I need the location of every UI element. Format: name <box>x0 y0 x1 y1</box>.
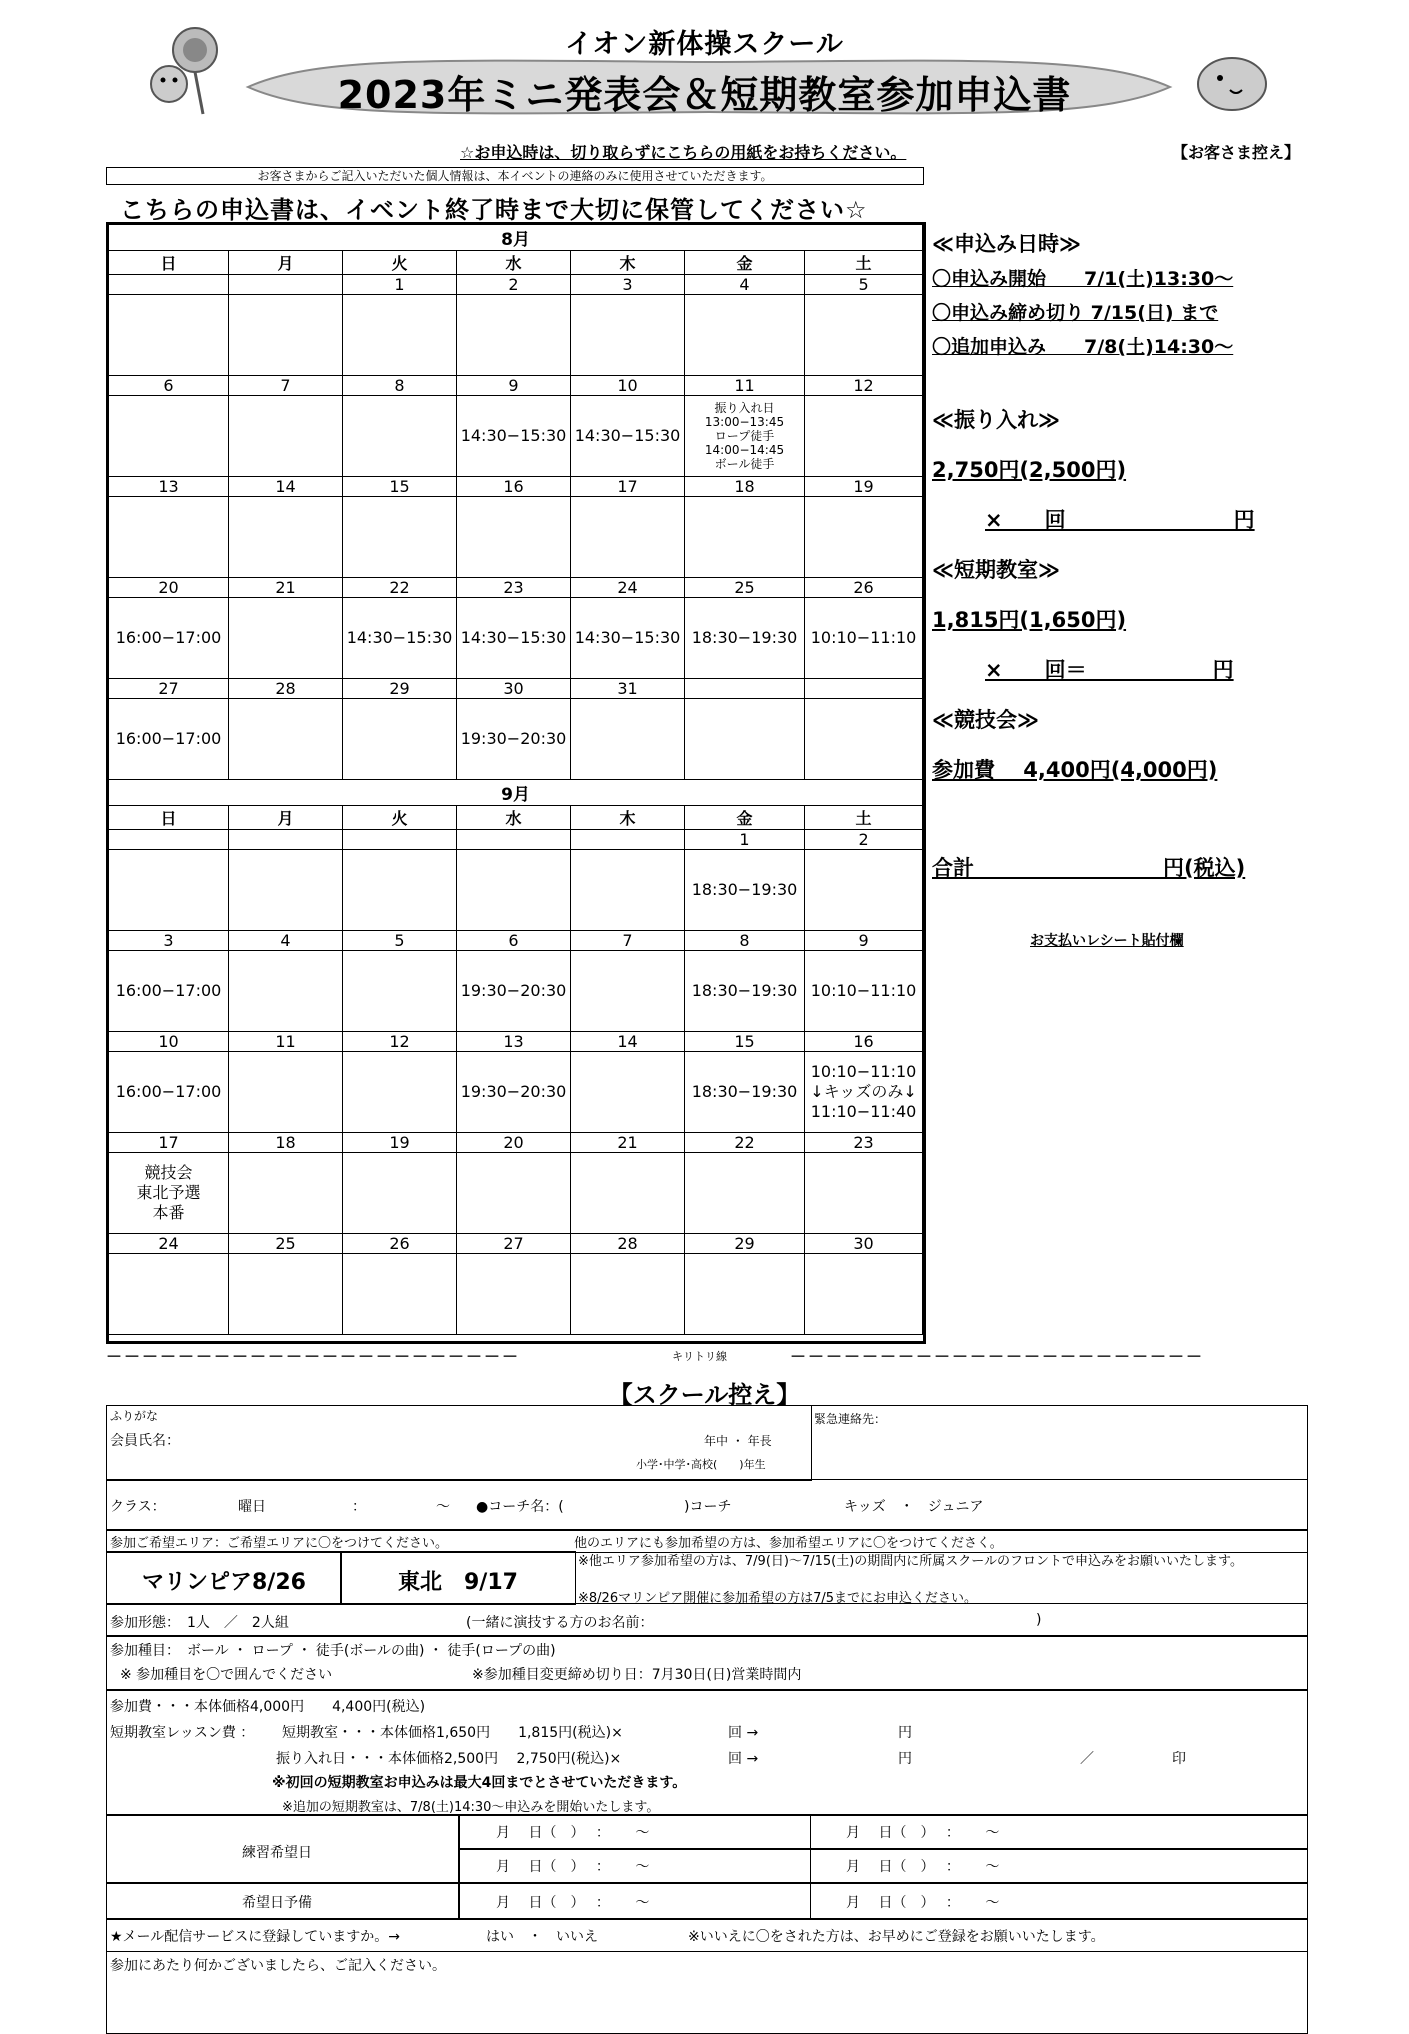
day-cell: 16:00−17:00 <box>109 699 229 780</box>
day-number: 1 <box>343 275 457 295</box>
event-note-circle: ※ 参加種目を〇で囲んでください <box>120 1667 333 1683</box>
grade-preschool: 年中 ・ 年長 <box>704 1434 772 1448</box>
practice-date-1a: 月 日（ ） ： 〜 <box>496 1825 650 1841</box>
remarks-label: 参加にあたり何かございましたら、ご記入ください。 <box>110 1958 446 1974</box>
september-weekday-row <box>109 806 923 830</box>
mail-note: ※いいえに〇をされた方は、お早めにご登録をお願いいたします。 <box>688 1929 1105 1945</box>
day-cell <box>109 1254 229 1335</box>
furiire-fee-line: 振り入れ日・・・本体価格2,500円 2,750円(税込)× <box>276 1751 622 1767</box>
day-cell <box>229 1254 343 1335</box>
sunflower-mascot-icon <box>135 22 230 117</box>
day-number: 26 <box>805 578 923 598</box>
stamp-label: 印 <box>1172 1751 1186 1767</box>
tanki-price: 1,815円(1,650円) <box>932 608 1127 632</box>
day-number: 24 <box>571 578 685 598</box>
august-event-row <box>109 598 923 679</box>
day-number: 18 <box>685 477 805 497</box>
day-number: 8 <box>343 376 457 396</box>
additional-lesson-note: ※追加の短期教室は、7/8(土)14:30〜申込みを開始いたします。 <box>282 1800 660 1815</box>
day-cell <box>571 497 685 578</box>
day-cell <box>457 1153 571 1234</box>
august-month-label: 8月 <box>109 225 923 251</box>
day-number <box>229 830 343 850</box>
privacy-notice: お客さまからご記入いただいた個人情報は、本イベントの連絡のみに使用させていただきます。 <box>106 167 924 185</box>
day-number: 10 <box>109 1032 229 1052</box>
day-number: 13 <box>457 1032 571 1052</box>
september-event-row <box>109 1254 923 1335</box>
august-weekday-row <box>109 251 923 275</box>
day-cell <box>805 497 923 578</box>
weekday-header: 水 <box>457 806 571 830</box>
furiire-times: 回 → <box>728 1751 759 1767</box>
practice-date-2b: 月 日（ ） ： 〜 <box>846 1859 1000 1875</box>
september-day-number-row <box>109 931 923 951</box>
bring-notice: ☆お申込時は、切り取らずにこちらの用紙をお持ちください。 <box>460 143 907 162</box>
participation-form-label: 参加形態： 1人 ／ 2人組 <box>110 1615 289 1631</box>
partner-name-label: (一緒に演技する方のお名前： <box>466 1615 654 1631</box>
day-cell: 14:30−15:30 <box>571 598 685 679</box>
weekday-header: 月 <box>229 251 343 275</box>
day-number: 7 <box>229 376 343 396</box>
area-label: 参加ご希望エリア：ご希望エリアに〇をつけてください。 <box>110 1536 449 1551</box>
day-number: 11 <box>229 1032 343 1052</box>
coach-label: ●コーチ名：( <box>476 1499 564 1515</box>
august-day-number-row <box>109 376 923 396</box>
day-cell <box>229 598 343 679</box>
practice-date-1b: 月 日（ ） ： 〜 <box>846 1825 1000 1841</box>
mail-question: ★メール配信サービスに登録していますか。→ <box>110 1929 401 1945</box>
day-cell: 18:30−19:30 <box>685 850 805 931</box>
day-cell: 10:10−11:10 <box>805 951 923 1032</box>
coach-label-end: )コーチ <box>684 1499 732 1515</box>
september-day-number-row <box>109 1032 923 1052</box>
tanki-calc: × 回＝ 円 <box>985 658 1234 682</box>
event-label: 参加種目： ボール ・ ロープ ・ 徒手(ボールの曲) ・ 徒手(ロープの曲) <box>110 1643 556 1659</box>
august-event-row <box>109 295 923 376</box>
day-cell <box>457 295 571 376</box>
furiire-price: 2,750円(2,500円) <box>932 458 1127 482</box>
september-event-row <box>109 951 923 1032</box>
day-number: 29 <box>685 1234 805 1254</box>
weekday-header: 土 <box>805 806 923 830</box>
day-cell: 16:00−17:00 <box>109 1052 229 1133</box>
day-number: 31 <box>571 679 685 699</box>
practice-date-2a: 月 日（ ） ： 〜 <box>496 1859 650 1875</box>
september-day-number-row <box>109 1234 923 1254</box>
day-cell <box>457 1254 571 1335</box>
kyogi-fee: 参加費 4,400円(4,000円) <box>932 758 1218 782</box>
total-line: 合計 円(税込) <box>932 856 1246 880</box>
fish-mascot-icon <box>1190 48 1270 118</box>
stamp-slash: ／ <box>1080 1751 1094 1767</box>
day-cell <box>343 396 457 477</box>
day-cell <box>571 850 685 931</box>
day-cell <box>229 850 343 931</box>
day-cell <box>805 295 923 376</box>
day-cell <box>571 1254 685 1335</box>
day-number <box>457 830 571 850</box>
day-number: 21 <box>571 1133 685 1153</box>
august-day-number-row <box>109 679 923 699</box>
mail-yes-no: はい ・ いいえ <box>486 1929 598 1945</box>
day-cell <box>343 850 457 931</box>
day-number: 4 <box>229 931 343 951</box>
day-number <box>109 830 229 850</box>
partner-name-end: ) <box>1036 1612 1042 1628</box>
kyogi-heading: ≪競技会≫ <box>932 708 1039 732</box>
august-day-number-row <box>109 275 923 295</box>
app-deadline: 〇申込み締め切り 7/15(日) まで <box>932 302 1219 324</box>
day-cell: 14:30−15:30 <box>343 598 457 679</box>
lesson-times: 回 → <box>728 1725 759 1741</box>
day-cell <box>571 1153 685 1234</box>
day-number: 16 <box>457 477 571 497</box>
furiire-yen: 円 <box>898 1751 912 1767</box>
september-day-number-row <box>109 830 923 850</box>
furiire-heading: ≪振り入れ≫ <box>932 408 1060 432</box>
weekday-header: 日 <box>109 251 229 275</box>
day-number: 24 <box>109 1234 229 1254</box>
weekday-header: 金 <box>685 806 805 830</box>
day-number: 22 <box>343 578 457 598</box>
kids-junior-label: キッズ ・ ジュニア <box>844 1499 984 1515</box>
day-number: 23 <box>805 1133 923 1153</box>
reserve-label: 希望日予備 <box>242 1895 312 1911</box>
day-number: 29 <box>343 679 457 699</box>
day-cell: 競技会 東北予選 本番 <box>109 1153 229 1234</box>
day-number: 2 <box>457 275 571 295</box>
day-cell: 10:10−11:10 ↓キッズのみ↓ 11:10−11:40 <box>805 1052 923 1133</box>
day-number: 22 <box>685 1133 805 1153</box>
day-number: 25 <box>685 578 805 598</box>
class-time-tilde: 〜 <box>436 1499 450 1515</box>
day-cell <box>343 699 457 780</box>
reserve-date-a: 月 日（ ） ： 〜 <box>496 1895 650 1911</box>
day-cell <box>109 295 229 376</box>
cut-line-label: キリトリ線 <box>672 1350 727 1363</box>
day-number: 12 <box>343 1032 457 1052</box>
day-cell: 14:30−15:30 <box>457 598 571 679</box>
day-number: 13 <box>109 477 229 497</box>
day-cell: 18:30−19:30 <box>685 951 805 1032</box>
day-cell <box>457 497 571 578</box>
day-number: 6 <box>109 376 229 396</box>
weekday-header: 月 <box>229 806 343 830</box>
september-month-row <box>109 780 923 806</box>
day-cell <box>343 497 457 578</box>
day-cell <box>685 1254 805 1335</box>
day-number <box>571 830 685 850</box>
day-number: 4 <box>685 275 805 295</box>
day-number: 16 <box>805 1032 923 1052</box>
keep-notice: こちらの申込書は、イベント終了時まで大切に保管してください☆ <box>120 196 868 224</box>
day-cell: 19:30−20:30 <box>457 699 571 780</box>
september-event-row <box>109 1153 923 1234</box>
day-cell <box>685 295 805 376</box>
day-cell <box>805 699 923 780</box>
day-number: 30 <box>457 679 571 699</box>
tanki-heading: ≪短期教室≫ <box>932 558 1060 582</box>
day-number: 21 <box>229 578 343 598</box>
day-number: 27 <box>457 1234 571 1254</box>
first-lesson-note: ※初回の短期教室お申込みは最大4回までとさせていただきます。 <box>272 1775 687 1791</box>
lesson-fee-label: 短期教室レッスン費 ： <box>110 1725 255 1741</box>
day-number: 19 <box>343 1133 457 1153</box>
day-cell <box>805 396 923 477</box>
furigana-label: ふりがな <box>110 1409 159 1423</box>
day-cell: 19:30−20:30 <box>457 1052 571 1133</box>
day-cell <box>109 396 229 477</box>
class-time-colon: ： <box>352 1499 366 1515</box>
day-number: 17 <box>109 1133 229 1153</box>
day-number: 23 <box>457 578 571 598</box>
august-day-number-row <box>109 578 923 598</box>
day-cell <box>343 295 457 376</box>
day-number: 26 <box>343 1234 457 1254</box>
day-cell <box>457 850 571 931</box>
day-number: 28 <box>229 679 343 699</box>
day-cell <box>229 699 343 780</box>
weekday-header: 金 <box>685 251 805 275</box>
area-note-other: ※他エリア参加希望の方は、7/9(日)〜7/15(土)の期間内に所属スクールのフロントで申込みをお願いいたします。 <box>578 1554 1243 1569</box>
area-other: 他のエリアにも参加希望の方は、参加希望エリアに〇をつけてくださく。 <box>574 1536 1003 1551</box>
day-number: 28 <box>571 1234 685 1254</box>
day-cell <box>805 850 923 931</box>
day-number <box>343 830 457 850</box>
august-month-row <box>109 225 923 251</box>
day-cell: 19:30−20:30 <box>457 951 571 1032</box>
august-event-row <box>109 699 923 780</box>
reserve-date-b: 月 日（ ） ： 〜 <box>846 1895 1000 1911</box>
day-number: 2 <box>805 830 923 850</box>
september-month-label: 9月 <box>109 780 923 806</box>
day-number: 20 <box>457 1133 571 1153</box>
day-cell: 振り入れ日 13:00−13:45 ロープ徒手 14:00−14:45 ボール徒手 <box>685 396 805 477</box>
cut-line-left: －－－－－－－－－－－－－－－－－－－－－－－ <box>106 1347 521 1366</box>
emergency-contact-label: 緊急連絡先： <box>814 1412 887 1426</box>
day-number: 19 <box>805 477 923 497</box>
day-cell: 16:00−17:00 <box>109 951 229 1032</box>
day-cell <box>229 497 343 578</box>
day-cell <box>685 1153 805 1234</box>
receipt-area-label: お支払いレシート貼付欄 <box>1030 933 1184 949</box>
school-copy-title: 【スクール控え】 <box>608 1381 801 1409</box>
day-number: 5 <box>343 931 457 951</box>
weekday-header: 木 <box>571 806 685 830</box>
form-title: 2023年ミニ発表会＆短期教室参加申込書 <box>337 73 1072 117</box>
day-cell: 16:00−17:00 <box>109 598 229 679</box>
september-event-row <box>109 1052 923 1133</box>
day-number: 15 <box>343 477 457 497</box>
fee-line: 参加費・・・本体価格4,000円 4,400円(税込) <box>110 1699 426 1715</box>
weekday-header: 火 <box>343 251 457 275</box>
day-number: 6 <box>457 931 571 951</box>
day-cell <box>685 699 805 780</box>
day-number: 14 <box>229 477 343 497</box>
app-start: 〇申込み開始 7/1(土)13:30〜 <box>932 268 1234 290</box>
day-number <box>685 679 805 699</box>
september-day-number-row <box>109 1133 923 1153</box>
september-event-row <box>109 850 923 931</box>
weekday-header: 日 <box>109 806 229 830</box>
day-cell <box>343 1052 457 1133</box>
grade-school: 小学･中学･高校( )年生 <box>636 1458 766 1471</box>
day-cell <box>229 1153 343 1234</box>
day-number: 17 <box>571 477 685 497</box>
day-number: 1 <box>685 830 805 850</box>
area-note-marinpia: ※8/26マリンピア開催に参加希望の方は7/5までにお申込ください。 <box>578 1591 978 1606</box>
august-day-number-row <box>109 477 923 497</box>
cut-line-right: －－－－－－－－－－－－－－－－－－－－－－－ <box>790 1347 1205 1366</box>
day-cell <box>109 850 229 931</box>
lesson-yen: 円 <box>898 1725 912 1741</box>
day-number: 27 <box>109 679 229 699</box>
day-number: 12 <box>805 376 923 396</box>
lesson-fee-line: 短期教室・・・本体価格1,650円 1,815円(税込)× <box>282 1725 623 1741</box>
day-number: 25 <box>229 1234 343 1254</box>
day-cell: 14:30−15:30 <box>571 396 685 477</box>
weekday-header: 火 <box>343 806 457 830</box>
day-number: 15 <box>685 1032 805 1052</box>
day-number <box>109 275 229 295</box>
weekday-header: 土 <box>805 251 923 275</box>
day-number: 8 <box>685 931 805 951</box>
weekday-header: 水 <box>457 251 571 275</box>
day-cell <box>571 295 685 376</box>
weekday-header: 木 <box>571 251 685 275</box>
day-cell <box>229 951 343 1032</box>
day-cell <box>805 1153 923 1234</box>
class-label: クラス： <box>110 1499 166 1515</box>
day-number: 20 <box>109 578 229 598</box>
day-cell: 10:10−11:10 <box>805 598 923 679</box>
practice-label: 練習希望日 <box>242 1845 312 1861</box>
area-tohoku: 東北 9/17 <box>398 1570 518 1595</box>
area-marinpia: マリンピア8/26 <box>142 1570 306 1595</box>
day-cell <box>571 1052 685 1133</box>
day-number: 5 <box>805 275 923 295</box>
day-cell <box>229 295 343 376</box>
day-number <box>805 679 923 699</box>
day-cell <box>805 1254 923 1335</box>
day-cell <box>229 396 343 477</box>
event-change-deadline: ※参加種目変更締め切り日：7月30日(日)営業時間内 <box>472 1667 802 1683</box>
day-number: 3 <box>109 931 229 951</box>
school-name: イオン新体操スクール <box>565 29 844 60</box>
day-number: 30 <box>805 1234 923 1254</box>
day-cell <box>685 497 805 578</box>
day-cell <box>571 699 685 780</box>
day-number: 10 <box>571 376 685 396</box>
august-event-row <box>109 497 923 578</box>
day-cell <box>343 1153 457 1234</box>
day-number: 14 <box>571 1032 685 1052</box>
day-number: 3 <box>571 275 685 295</box>
day-number: 11 <box>685 376 805 396</box>
day-cell <box>343 1254 457 1335</box>
august-event-row <box>109 396 923 477</box>
app-additional: 〇追加申込み 7/8(土)14:30〜 <box>932 336 1234 358</box>
day-cell <box>229 1052 343 1133</box>
app-period-heading: ≪申込み日時≫ <box>932 232 1081 256</box>
member-name-label: 会員氏名： <box>110 1433 180 1449</box>
furiire-calc: × 回 円 <box>985 508 1255 532</box>
day-cell <box>109 497 229 578</box>
day-number: 9 <box>457 376 571 396</box>
day-cell: 18:30−19:30 <box>685 598 805 679</box>
day-cell <box>343 951 457 1032</box>
day-number: 18 <box>229 1133 343 1153</box>
day-cell: 14:30−15:30 <box>457 396 571 477</box>
day-number: 9 <box>805 931 923 951</box>
calendar-table <box>108 224 923 1335</box>
day-cell <box>571 951 685 1032</box>
day-number <box>229 275 343 295</box>
day-cell: 18:30−19:30 <box>685 1052 805 1133</box>
customer-copy-label: 【お客さま控え】 <box>1172 143 1301 162</box>
day-number: 7 <box>571 931 685 951</box>
weekday-label: 曜日 <box>238 1499 266 1515</box>
